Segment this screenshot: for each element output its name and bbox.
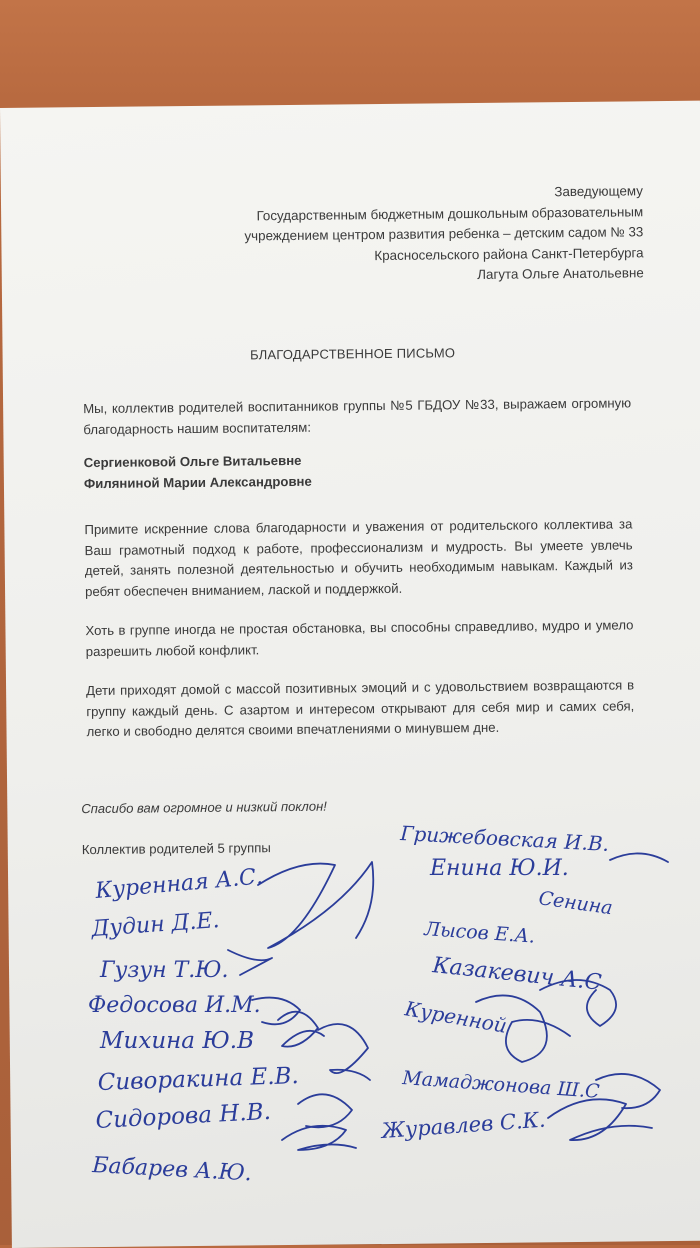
flourish-stroke xyxy=(318,1024,370,1080)
signature-mikhina: Михина Ю.В xyxy=(100,1028,254,1054)
body-paragraph-2: Хоть в группе иногда не простая обстановка, вы способны справедливо, мудро и умело разрешить любой конфликт. xyxy=(85,617,634,659)
signature-guzun: Гузун Т.Ю. xyxy=(100,958,229,983)
addressee-line: учреждением центром развития ребенка – детским садом № 33 xyxy=(244,224,644,244)
signature-kurennoy: Куренной xyxy=(403,996,509,1038)
intro-paragraph: Мы, коллектив родителей воспитанников группы №5 ГБДОУ №33, выражаем огромную благодарность нашим воспитателям: xyxy=(83,395,632,437)
addressee-line: Заведующему xyxy=(554,183,643,200)
signature-zhuravlev: Журавлев С.К. xyxy=(380,1107,547,1143)
signature-lysov: Лысов Е.А. xyxy=(423,918,536,948)
signature-grizhebovskaya: Грижебовская И.В. xyxy=(399,821,610,856)
signature-kurennaya: Куренная А.С. xyxy=(94,864,264,904)
signature-dudin: Дудин Д.Е. xyxy=(90,908,221,942)
body-paragraph-3: Дети приходят домой с массой позитивных эмоций и с удовольствием возвращаются в группу каждый день. С азартом и интересом открывают для себя мир и самих себя, легко и свободно делятся своими впечатлениями о минувшем дне. xyxy=(86,677,635,740)
teacher-name: Филяниной Марии Александровне xyxy=(83,473,312,491)
flourish-stroke xyxy=(548,1099,652,1140)
signature-sidorova: Сидорова Н.В. xyxy=(94,1098,272,1134)
signature-babarev: Бабарев А.Ю. xyxy=(91,1153,253,1187)
flourish-stroke xyxy=(610,853,668,862)
signature-caption: Коллектив родителей 5 группы xyxy=(81,840,271,858)
signature-sivorakina: Сиворакина Е.В. xyxy=(97,1062,300,1096)
addressee-line: Лагута Ольге Анатольевне xyxy=(477,265,644,283)
flourish-stroke xyxy=(596,1074,660,1108)
flourish-stroke xyxy=(228,950,272,975)
closing-line: Спасибо вам огромное и низкий поклон! xyxy=(81,798,327,817)
signature-enina: Енина Ю.И. xyxy=(430,856,569,881)
flourish-stroke xyxy=(282,1126,356,1150)
signature-fedosova: Федосова И.М. xyxy=(88,993,261,1018)
body-paragraph-1: Примите искренние слова благодарности и уважения от родительского коллектива за Ваш грамотный подход к работе, профессионализм и мудрость. Вы умеете увлечь детей, занять полезной деятельностью и обучить необходимым навыкам. Каждый из ребят обеспечен вниманием, лаской и поддержкой. xyxy=(84,516,633,599)
signature-senina: Сенина xyxy=(537,887,615,920)
flourish-stroke xyxy=(258,862,373,948)
flourish-stroke xyxy=(298,1094,352,1127)
addressee-line: Красносельского района Санкт-Петербурга xyxy=(374,244,644,263)
signature-kazakevich: Казакевич А.С xyxy=(431,953,603,996)
flourish-stroke xyxy=(278,1012,324,1047)
letter-title: БЛАГОДАРСТВЕННОЕ ПИСЬМО xyxy=(249,345,456,363)
addressee-line: Государственным бюджетным дошкольным образовательным xyxy=(256,203,644,223)
signature-mamadzhonova: Мамаджонова Ш.С xyxy=(401,1067,601,1103)
teacher-name: Сергиенковой Ольге Витальевне xyxy=(83,452,302,471)
